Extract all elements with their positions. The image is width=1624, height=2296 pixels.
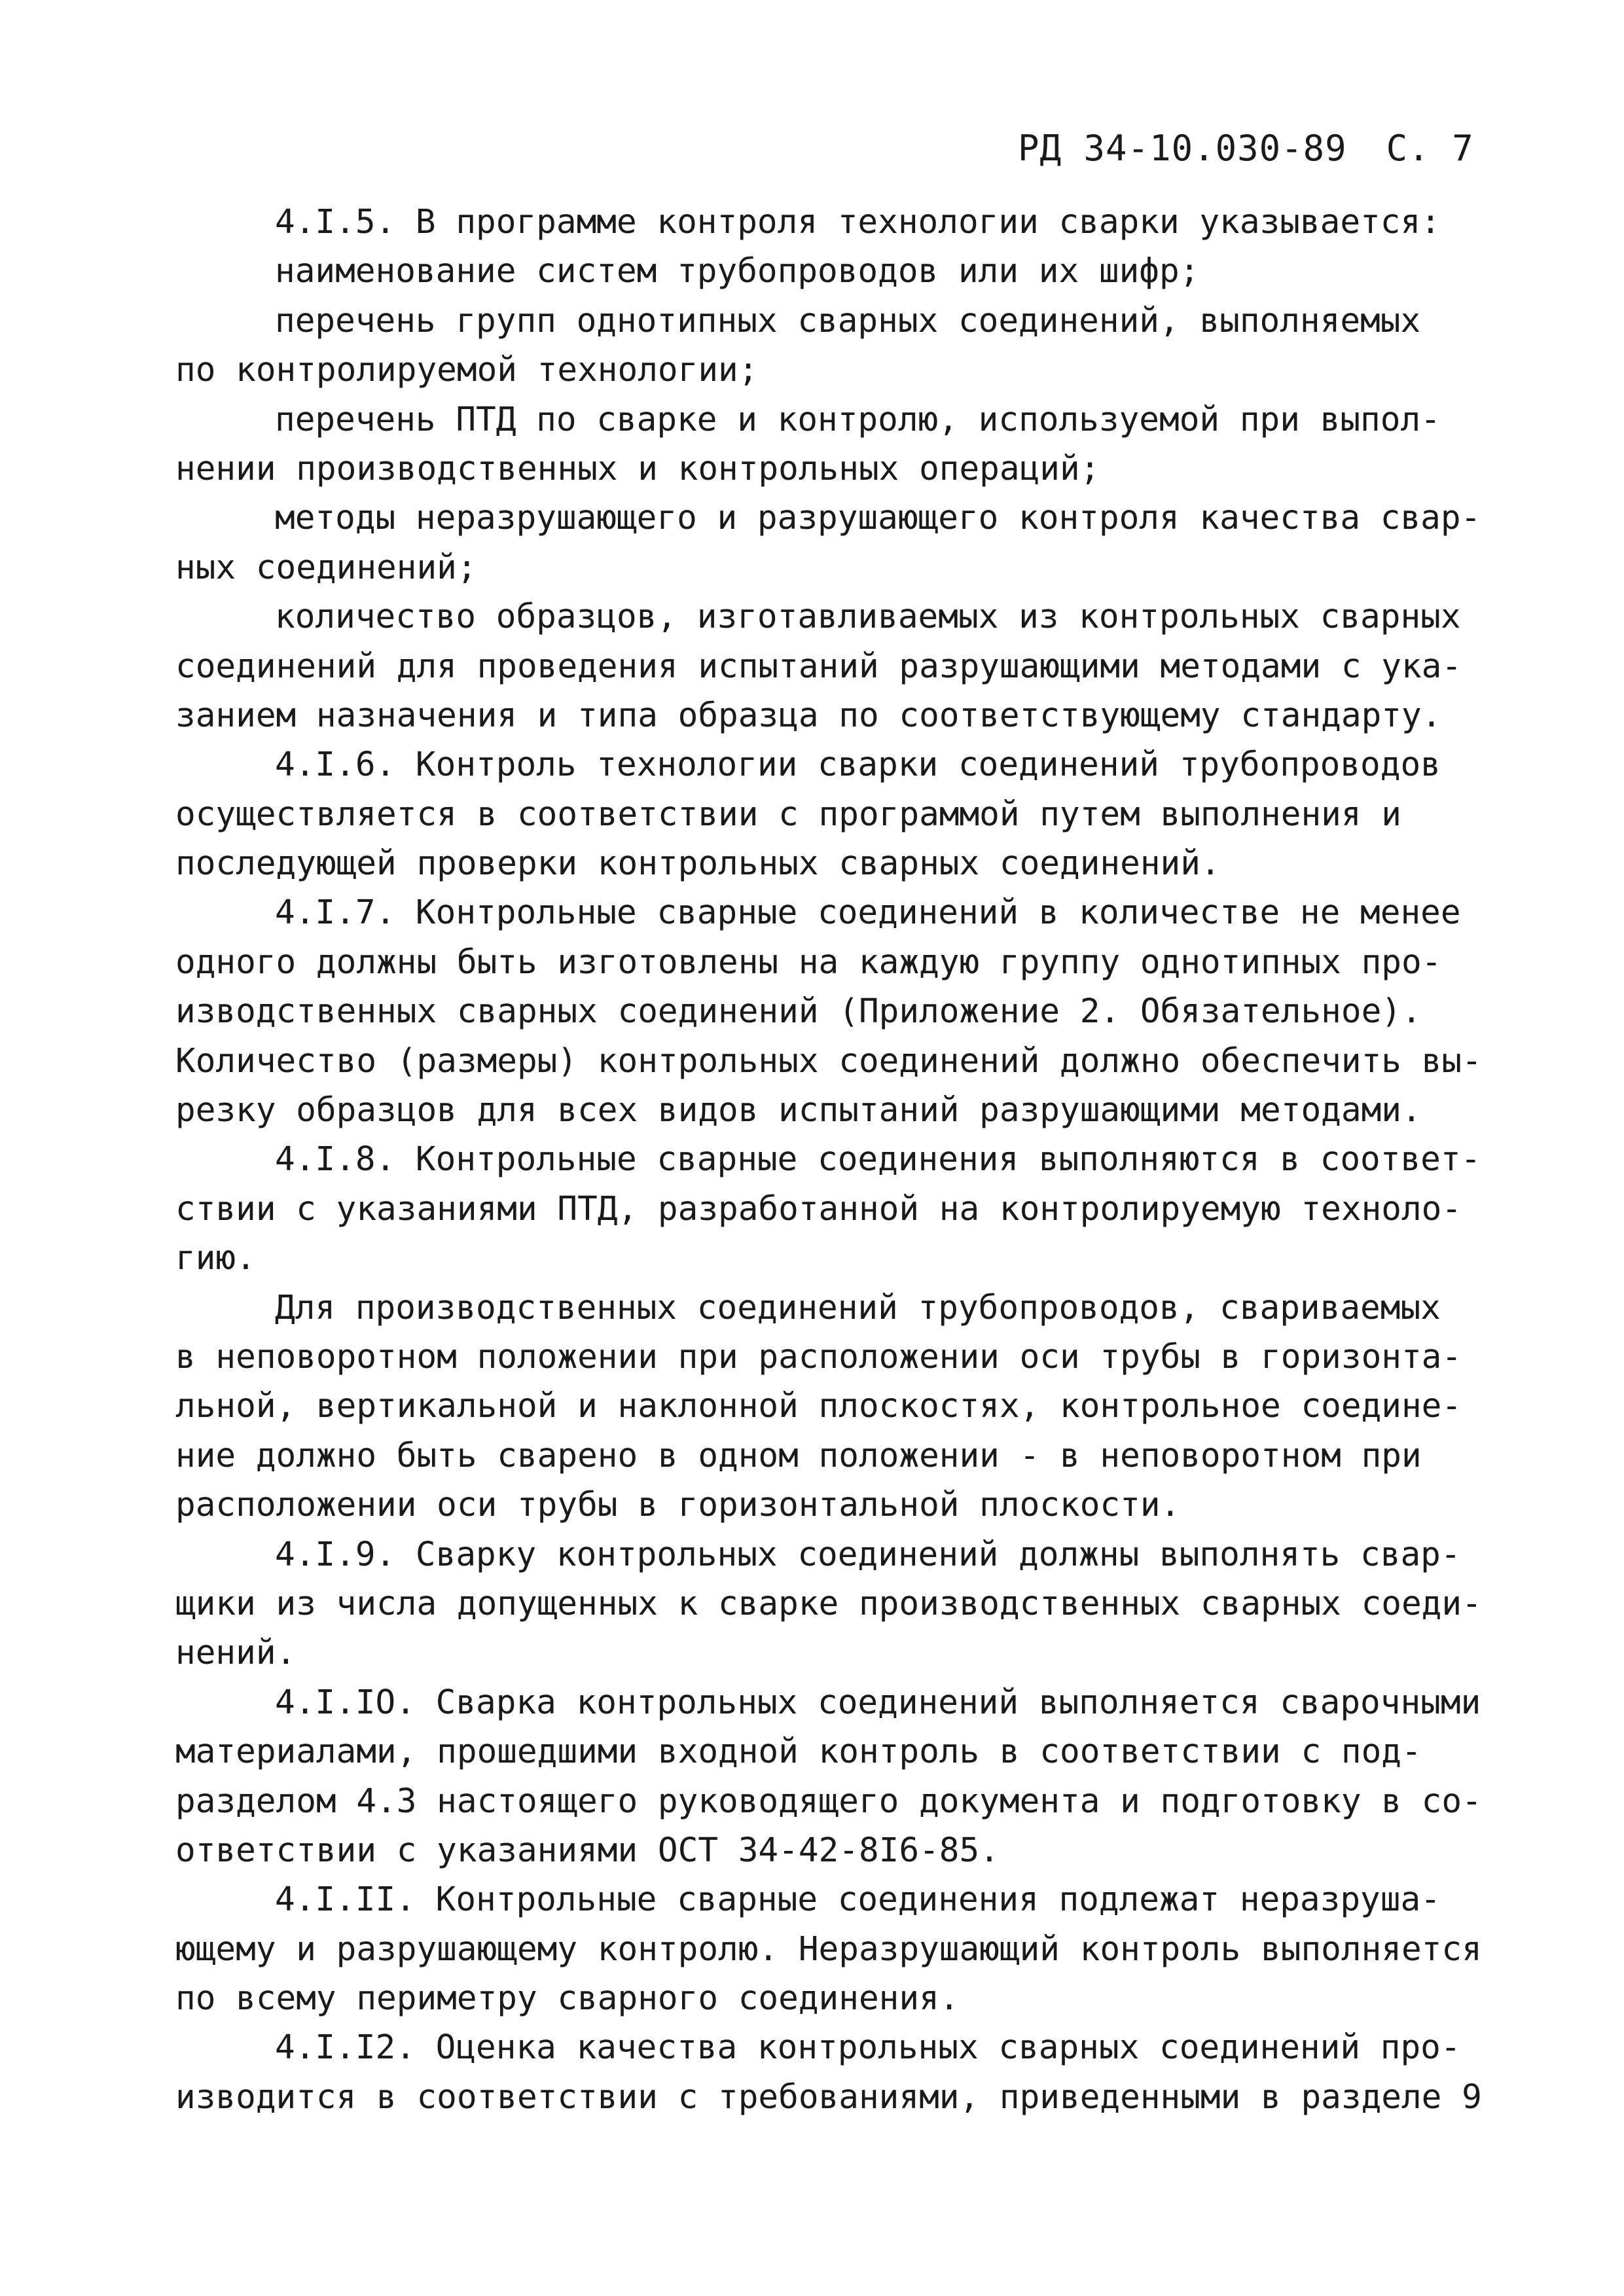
text-line: 4.I.8. Контрольные сварные соединения выполняются в соответ- bbox=[275, 1140, 1481, 1179]
text-line: ответствии с указаниями ОСТ 34-42-8I6-85. bbox=[175, 1831, 1000, 1870]
text-line: ных соединений; bbox=[175, 548, 477, 587]
text-line: наименование систем трубопроводов или их шифр; bbox=[275, 252, 1200, 291]
text-line: нении производственных и контрольных операций; bbox=[175, 449, 1100, 488]
text-line: ющему и разрушающему контролю. Неразрушающий контроль выполняется bbox=[175, 1929, 1482, 1969]
text-line: разделом 4.3 настоящего руководящего документа и подготовку в со- bbox=[175, 1782, 1482, 1821]
text-line: резку образцов для всех видов испытаний разрушающими методами. bbox=[175, 1091, 1422, 1130]
text-line: нений. bbox=[175, 1634, 297, 1673]
page-header bbox=[1018, 128, 1474, 169]
text-line: перечень ПТД по сварке и контролю, используемой при выпол- bbox=[275, 400, 1441, 439]
text-line: по контролируемой технологии; bbox=[175, 351, 759, 390]
text-line: гию. bbox=[175, 1239, 256, 1278]
text-line: изводственных сварных соединений (Приложение 2. Обязательное). bbox=[175, 992, 1422, 1031]
text-line: ние должно быть сварено в одном положении - в неповоротном при bbox=[175, 1436, 1422, 1475]
text-line: в неповоротном положении при расположении оси трубы в горизонта- bbox=[175, 1337, 1462, 1376]
text-line: расположении оси трубы в горизонтальной плоскости. bbox=[175, 1486, 1181, 1525]
document-code: РД 34-10.030-89 bbox=[1018, 128, 1347, 169]
text-line: количество образцов, изготавливаемых из контрольных сварных bbox=[275, 598, 1461, 637]
text-line: по всему периметру сварного соединения. bbox=[175, 1979, 960, 2018]
text-line: 4.I.5. В программе контроля технологии сварки указывается: bbox=[275, 203, 1441, 242]
text-line: перечень групп однотипных сварных соединений, выполняемых bbox=[275, 301, 1421, 340]
body-text bbox=[175, 198, 1482, 2122]
text-line: материалами, прошедшими входной контроль в соответствии с под- bbox=[175, 1732, 1422, 1772]
text-line: последующей проверки контрольных сварных соединений. bbox=[175, 844, 1221, 884]
text-line: щики из числа допущенных к сварке производственных сварных соеди- bbox=[175, 1584, 1482, 1623]
text-line: льной, вертикальной и наклонной плоскостях, контрольное соедине- bbox=[175, 1387, 1462, 1426]
text-line: 4.I.7. Контрольные сварные соединений в количестве не менее bbox=[275, 893, 1461, 933]
text-line: одного должны быть изготовлены на каждую группу однотипных про- bbox=[175, 942, 1442, 982]
text-line: изводится в соответствии с требованиями, приведенными в разделе 9 bbox=[175, 2077, 1482, 2117]
text-line: 4.I.II. Контрольные сварные соединения подлежат неразруша- bbox=[275, 1880, 1441, 1920]
text-line: Количество (размеры) контрольных соединений должно обеспечить вы- bbox=[175, 1041, 1482, 1081]
text-line: Для производственных соединений трубопроводов, свариваемых bbox=[275, 1288, 1441, 1327]
text-line: 4.I.9. Сварку контрольных соединений должны выполнять свар- bbox=[275, 1535, 1461, 1574]
text-line: ствии с указаниями ПТД, разработанной на контролируемую техноло- bbox=[175, 1189, 1462, 1229]
text-line: методы неразрушающего и разрушающего контроля качества свар- bbox=[275, 499, 1481, 538]
text-line: занием назначения и типа образца по соответствующему стандарту. bbox=[175, 696, 1442, 735]
text-line: 4.I.IO. Сварка контрольных соединений выполняется сварочными bbox=[275, 1683, 1481, 1722]
text-line: 4.I.6. Контроль технологии сварки соединений трубопроводов bbox=[275, 745, 1441, 785]
text-line: 4.I.I2. Оценка качества контрольных сварных соединений про- bbox=[275, 2028, 1461, 2068]
text-line: соединений для проведения испытаний разрушающими методами с ука- bbox=[175, 647, 1462, 686]
page-number: С. 7 bbox=[1386, 128, 1474, 169]
text-line: осуществляется в соответствии с программой путем выполнения и bbox=[175, 795, 1401, 834]
